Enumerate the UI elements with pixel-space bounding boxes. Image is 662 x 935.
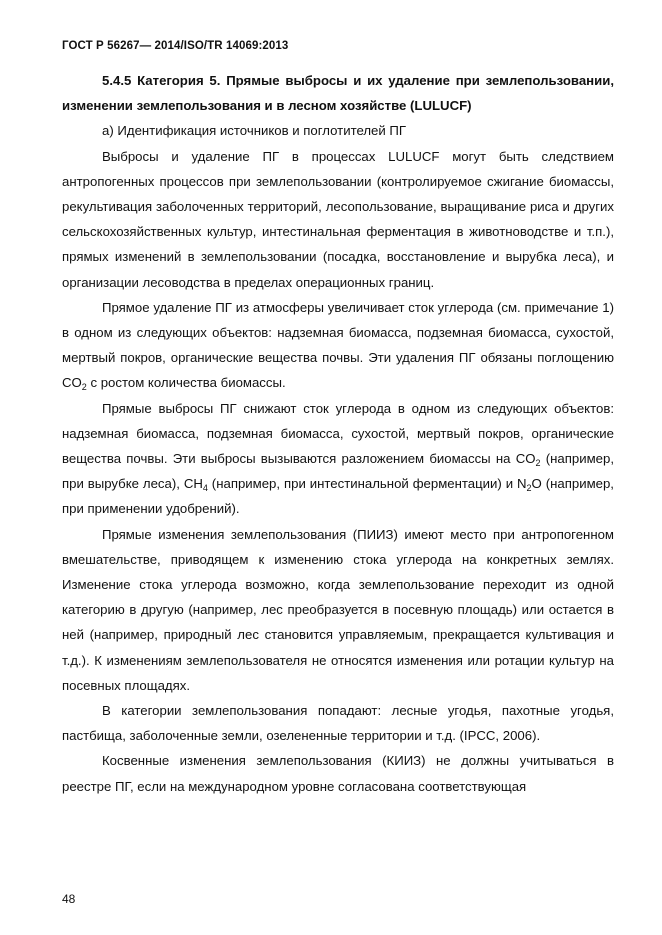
paragraph-3-part-b: (например, при вырубке леса), CH <box>62 451 614 492</box>
paragraph-2-part-a: Прямое удаление ПГ из атмосферы увеличивает сток углерода (см. примечание 1) в одном из следующих объектов: надземная биомасса, подземная биомасса, сухостой, мертвый покров, органические вещества почвы. Эти удаления ПГ обязаны поглощению CO <box>62 299 614 391</box>
paragraph-2-part-b: с ростом количества биомассы. <box>86 375 286 391</box>
list-item-a: а) Идентификация источников и поглотителей ПГ <box>102 123 407 139</box>
subscript: 2 <box>535 458 541 469</box>
paragraph-2 <box>62 295 614 396</box>
subscript: 4 <box>202 483 208 494</box>
standard-header: ГОСТ Р 56267— 2014/ISO/TR 14069:2013 <box>62 40 289 52</box>
paragraph-6: Косвенные изменения землепользования (КИИЗ) не должны учитываться в реестре ПГ, если на международном уровне согласована соответствующая <box>62 753 614 794</box>
body-text <box>62 68 614 799</box>
paragraph-4: Прямые изменения землепользования (ПИИЗ) имеют место при антропогенном вмешательстве, приводящем к изменению стока углерода на конкретных землях. Изменение стока углерода возможно, когда землепользование переходит из одной категорию в другую (например, лес преобразуется в посевную площадь) или остается в ней (например, природный лес становится управляемым, прекращается культивация и т.д.). К изменениям землепользователя не относятся изменения или ротации культур на посевных площадях. <box>62 526 614 693</box>
paragraph-5: В категории землепользования попадают: лесные угодья, пахотные угодья, пастбища, заболоченные земли, озелененные территории и т.д. (IPCC, 2006). <box>62 703 614 744</box>
subscript: 2 <box>526 483 532 494</box>
subscript: 2 <box>81 382 87 393</box>
paragraph-3-part-d: O (например, при применении удобрений). <box>62 476 614 517</box>
paragraph-3 <box>62 396 614 522</box>
paragraph-1: Выбросы и удаление ПГ в процессах LULUCF могут быть следствием антропогенных процессов при землепользовании (контролируемое сжигание биомассы, рекультивация заболоченных территорий, лесопользование, выращивание риса и других сельскохозяйственных культур, интестинальная ферментация в животноводстве и т.п.), прямых изменений в землепользовании (посадка, восстановление и вырубка леса), и организации лесоводства в пределах операционных границ. <box>62 148 614 290</box>
paragraph-3-part-a: Прямые выбросы ПГ снижают сток углерода в одном из следующих объектов: надземная биомасса, подземная биомасса, сухостой, мертвый покров, органические вещества почвы. Эти выбросы вызываются разложением биомассы на CO <box>62 400 614 467</box>
section-heading: 5.4.5 Категория 5. Прямые выбросы и их удаление при землепользовании, изменении землепользования и в лесном хозяйстве (LULUCF) <box>62 73 614 114</box>
paragraph-3-part-c: (например, при интестинальной ферментации) и N <box>207 476 527 492</box>
page-number: 48 <box>62 892 76 906</box>
